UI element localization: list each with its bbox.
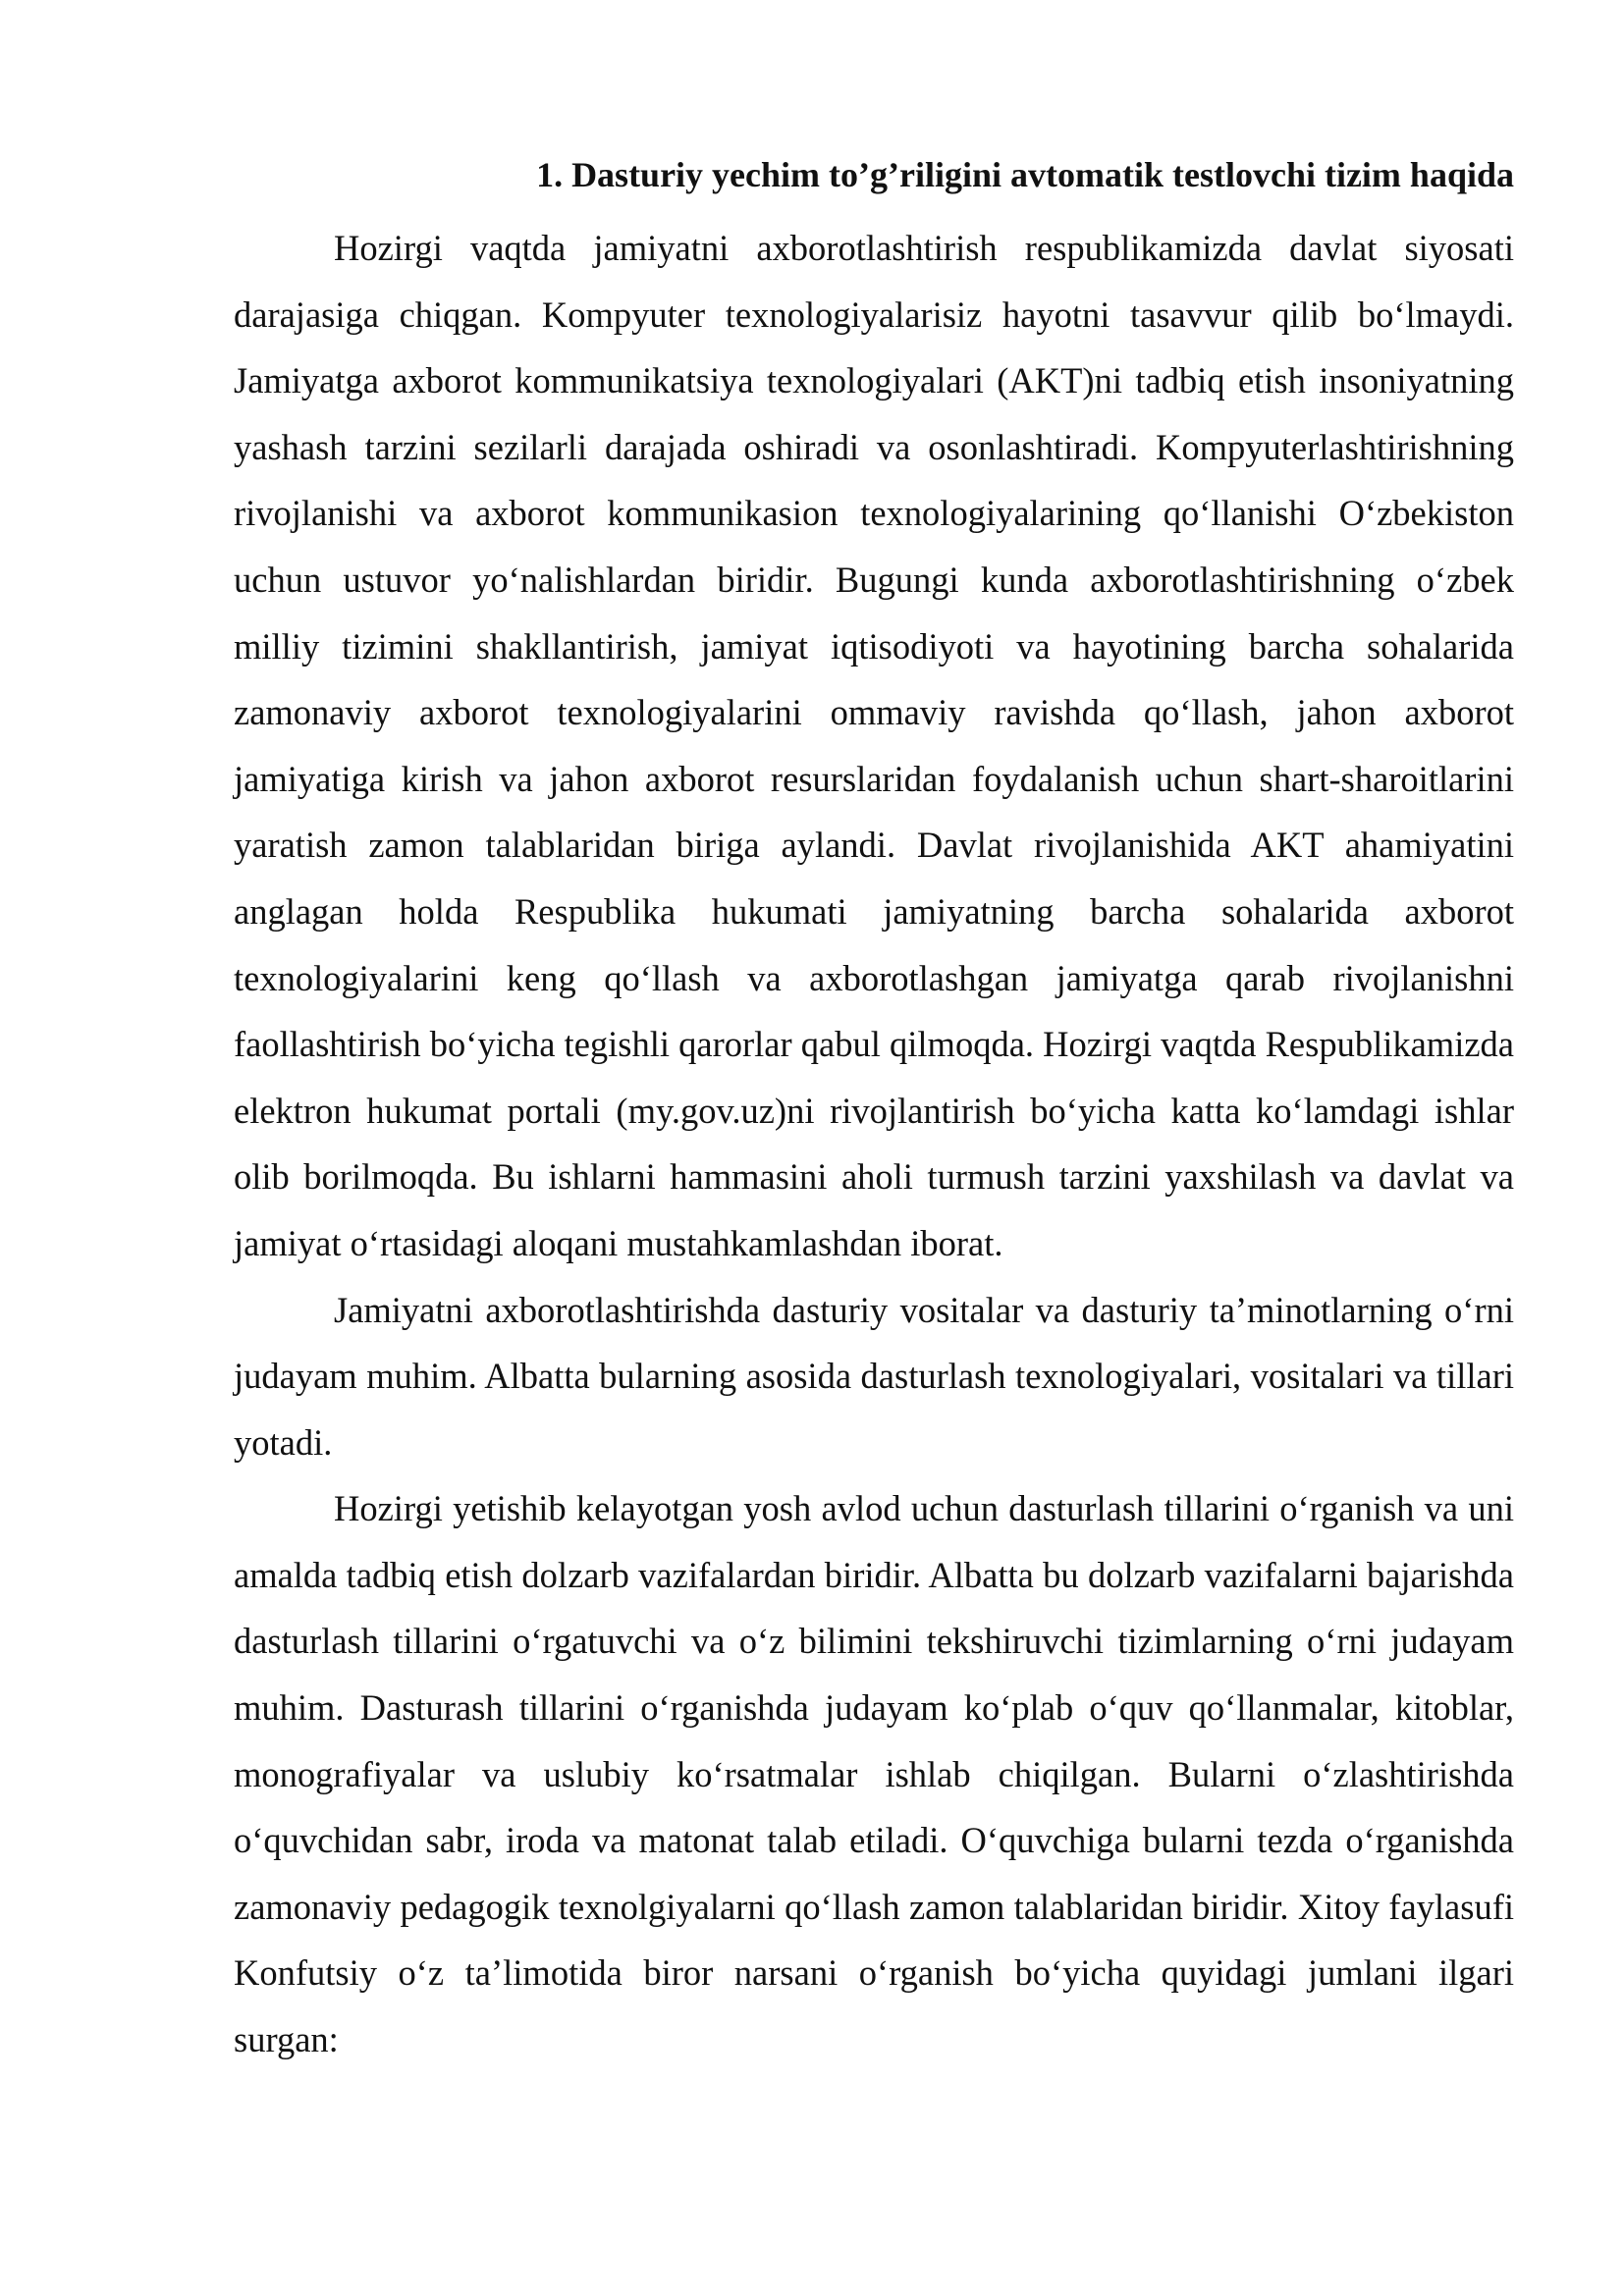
document-body (234, 147, 1514, 2073)
paragraph-informatization: Hozirgi vaqtda jamiyatni axborotlashtirish respublikamizda davlat siyosati darajasiga chiqgan. Kompyuter texnologiyalarisiz hayotni tasavvur qilib bo‘lmaydi. Jamiyatga axborot kommunikatsiya texnologiyalari (AKT)ni tadbiq etish insoniyatning yashash tarzini sezilarli darajada oshiradi va osonlashtiradi. Kompyuterlashtirishning rivojlanishi va axborot kommunikasion texnologiyalarining qo‘llanishi O‘zbekiston uchun ustuvor yo‘nalishlardan biridir. Bugungi kunda axborotlashtirishning o‘zbek milliy tizimini shakllantirish, jamiyat iqtisodiyoti va hayotining barcha sohalarida zamonaviy axborot texnologiyalarini ommaviy ravishda qo‘llash, jahon axborot jamiyatiga kirish va jahon axborot resurslaridan foydalanish uchun shart-sharoitlarini yaratish zamon talablaridan biriga aylandi. Davlat rivojlanishida AKT ahamiyatini anglagan holda Respublika hukumati jamiyatning barcha sohalarida axborot texnologiyalarini keng qo‘llash va axborotlashgan jamiyatga qarab rivojlanishni faollashtirish bo‘yicha tegishli qarorlar qabul qilmoqda. Hozirgi vaqtda Respublikamizda elektron hukumat portali (my.gov.uz)ni rivojlantirish bo‘yicha katta ko‘lamdagi ishlar olib borilmoqda. Bu ishlarni hammasini aholi turmush tarzini yaxshilash va davlat va jamiyat o‘rtasidagi aloqani mustahkamlashdan iborat. (234, 228, 1514, 1263)
paragraph-software-role: Jamiyatni axborotlashtirishda dasturiy vositalar va dasturiy ta’minotlarning o‘rni judayam muhim. Albatta bularning asosida dasturlash texnologiyalari, vositalari va tillari yotadi. (234, 1289, 1514, 1463)
section-heading: 1. Dasturiy yechim to’g’riligini avtomatik testlovchi tizim haqida (536, 155, 1514, 194)
paragraph-programming-learning: Hozirgi yetishib kelayotgan yosh avlod uchun dasturlash tillarini o‘rganish va uni amalda tadbiq etish dolzarb vazifalardan biridir. Albatta bu dolzarb vazifalarni bajarishda dasturlash tillarini o‘rgatuvchi va o‘z bilimini tekshiruvchi tizimlarning o‘rni judayam muhim. Dasturash tillarini o‘rganishda judayam ko‘plab o‘quv qo‘llanmalar, kitoblar, monografiyalar va uslubiy ko‘rsatmalar ishlab chiqilgan. Bularni o‘zlashtirishda o‘quvchidan sabr, iroda va matonat talab etiladi. O‘quvchiga bularni tezda o‘rganishda zamonaviy pedagogik texnolgiyalarni qo‘llash zamon talablaridan biridir. Xitoy faylasufi Konfutsiy o‘z ta’limotida biror narsani o‘rganish bo‘yicha quyidagi jumlani ilgari surgan: (234, 1488, 1514, 2060)
